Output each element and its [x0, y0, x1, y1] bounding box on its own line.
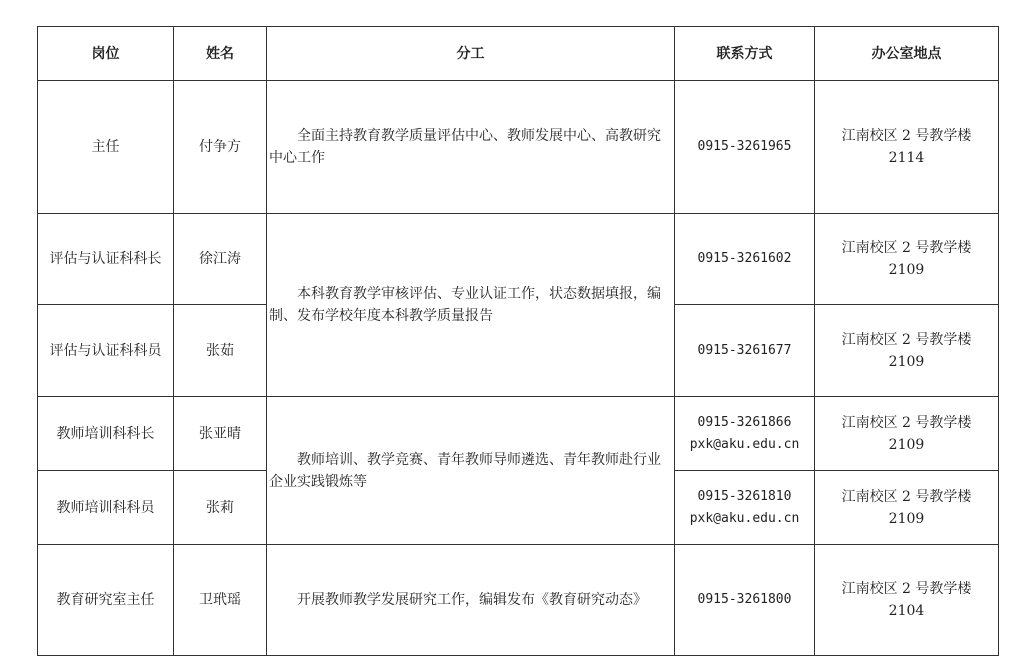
cell-position: 教育研究室主任	[38, 545, 174, 656]
table-header-row	[38, 27, 999, 81]
cell-position: 评估与认证科科员	[38, 305, 174, 397]
cell-office	[815, 397, 999, 471]
phone-text: 0915-3261965	[697, 139, 792, 154]
cell-contact	[675, 397, 815, 471]
phone-text: 0915-3261810	[697, 488, 792, 504]
office-room: 2109	[888, 510, 925, 527]
cell-duty	[267, 397, 675, 545]
cell-name: 卫玳瑶	[174, 545, 267, 656]
cell-contact	[675, 305, 815, 397]
cell-office	[815, 214, 999, 305]
cell-contact	[675, 81, 815, 214]
office-room: 2114	[888, 150, 925, 166]
cell-name: 张莉	[174, 471, 267, 545]
cell-office	[815, 545, 999, 656]
office-building: 江南校区 2 号教学楼	[841, 331, 972, 348]
table-row	[38, 545, 999, 656]
header-office: 办公室地点	[815, 27, 999, 81]
email-link[interactable]: pxk@aku.edu.cn	[689, 436, 800, 452]
header-duty: 分工	[267, 27, 675, 81]
cell-contact	[675, 214, 815, 305]
cell-name: 徐江涛	[174, 214, 267, 305]
office-room: 2109	[888, 353, 925, 370]
cell-office	[815, 81, 999, 214]
office-building: 江南校区 2 号教学楼	[841, 488, 972, 505]
cell-office	[815, 305, 999, 397]
phone-text: 0915-3261602	[697, 251, 792, 266]
office-room: 2109	[888, 262, 925, 278]
cell-duty	[267, 214, 675, 397]
office-building: 江南校区 2 号教学楼	[841, 128, 972, 144]
cell-duty	[267, 81, 675, 214]
duty-text: 本科教育教学审核评估、专业认证工作，状态数据填报，编制、发布学校年度本科教学质量报告	[269, 286, 661, 324]
table-row	[38, 81, 999, 214]
cell-contact	[675, 471, 815, 545]
table-row	[38, 214, 999, 305]
staff-duty-table	[37, 26, 999, 656]
table-row	[38, 397, 999, 471]
office-building: 江南校区 2 号教学楼	[841, 581, 972, 597]
cell-position: 评估与认证科科长	[38, 214, 174, 305]
duty-text: 教师培训、教学竞赛、青年教师导师遴选、青年教师赴行业企业实践锻炼等	[269, 451, 661, 490]
header-name: 姓名	[174, 27, 267, 81]
phone-text: 0915-3261800	[697, 592, 792, 607]
phone-text: 0915-3261866	[697, 414, 792, 430]
header-position: 岗位	[38, 27, 174, 81]
duty-text: 全面主持教育教学质量评估中心、教师发展中心、高教研究中心工作	[269, 128, 661, 166]
cell-position: 教师培训科科长	[38, 397, 174, 471]
cell-contact	[675, 545, 815, 656]
office-room: 2104	[888, 603, 925, 619]
office-building: 江南校区 2 号教学楼	[841, 414, 972, 431]
cell-office	[815, 471, 999, 545]
cell-name: 张亚晴	[174, 397, 267, 471]
header-contact: 联系方式	[675, 27, 815, 81]
phone-text: 0915-3261677	[697, 342, 792, 358]
cell-position: 主任	[38, 81, 174, 214]
office-building: 江南校区 2 号教学楼	[841, 240, 972, 256]
cell-position: 教师培训科科员	[38, 471, 174, 545]
cell-name: 张茹	[174, 305, 267, 397]
cell-name: 付争方	[174, 81, 267, 214]
office-room: 2109	[888, 436, 925, 453]
email-link[interactable]: pxk@aku.edu.cn	[689, 510, 800, 526]
duty-text: 开展教师教学发展研究工作，编辑发布《教育研究动态》	[297, 592, 647, 608]
cell-duty	[267, 545, 675, 656]
